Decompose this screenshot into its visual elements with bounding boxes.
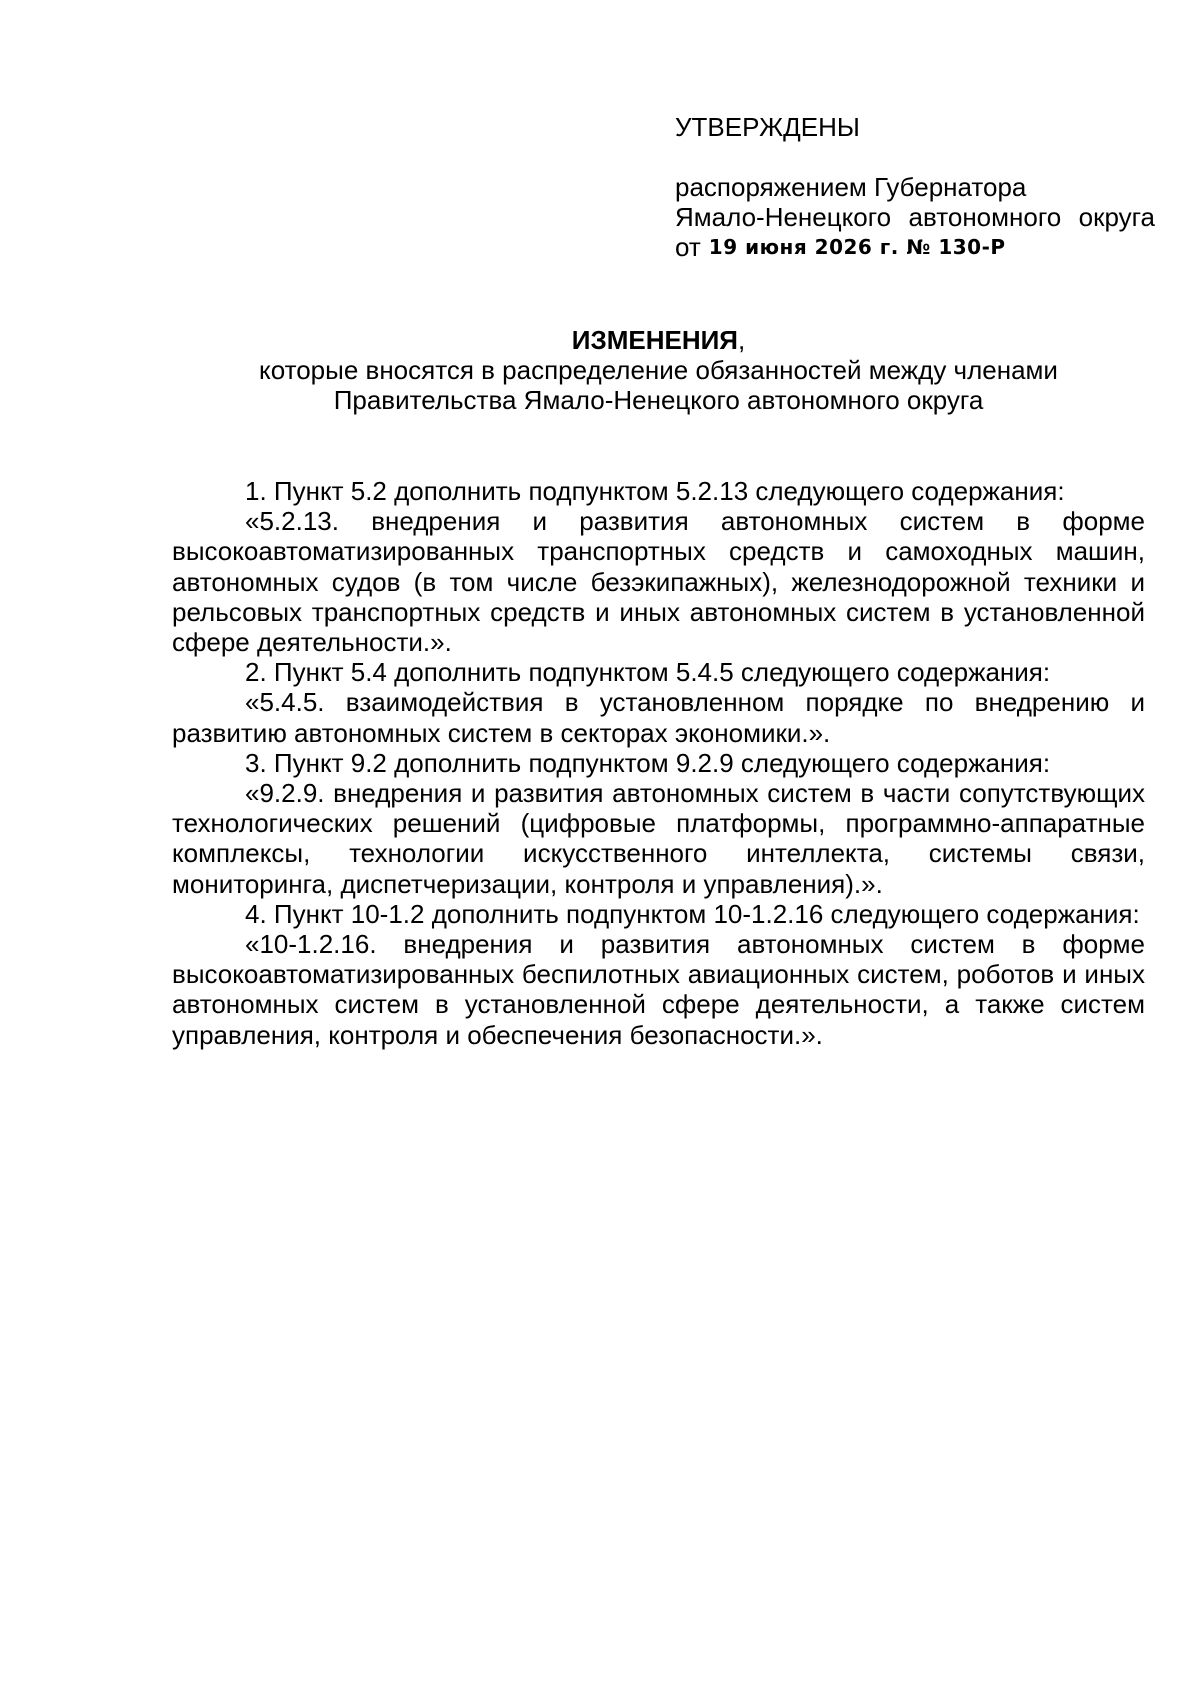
paragraph-4: 4. Пункт 10-1.2 дополнить подпунктом 10-1.2.16 следующего содержания: [245, 898, 1140, 929]
paragraph-2: 2. Пункт 5.4 дополнить подпунктом 5.4.5 следующего содержания: [245, 657, 1051, 688]
paragraph-2-text: «5.4.5. взаимодействия в установленном порядке по внедрению и развитию автономных систем в секторах экономики.». [172, 687, 1145, 748]
title-subtitle-line-1: которые вносятся в распределение обязанностей между членами [259, 355, 1058, 385]
document-title [172, 325, 1145, 415]
approval-block [675, 112, 1155, 264]
title-heading-text: ИЗМЕНЕНИЯ [571, 325, 738, 355]
paragraph-1: 1. Пункт 5.2 дополнить подпунктом 5.2.13 следующего содержания: [245, 476, 1065, 506]
approved-label: УТВЕРЖДЕНЫ [675, 112, 860, 142]
paragraph-1-text: «5.2.13. внедрения и развития автономных систем в форме высокоавтоматизированных транспортных средств и самоходных машин, автономных судов (в том числе безэкипажных), железнодорожной техники и рельсовых транспортных средств и иных автономных систем в установленной сфере деятельности.». [172, 506, 1145, 658]
approval-line-governor: распоряжением Губернатора [675, 172, 1027, 202]
document-body [172, 476, 1145, 1050]
approval-date-line [675, 232, 1155, 264]
paragraph-4-text: «10-1.2.16. внедрения и развития автономных систем в форме высокоавтоматизированных беспилотных авиационных систем, роботов и иных автономных систем в установленной сфере деятельности, а также систем управления, контроля и обеспечения безопасности.». [172, 929, 1145, 1050]
title-heading [172, 325, 1145, 355]
approval-line-region: Ямало-Ненецкого автономного округа [675, 202, 1155, 232]
date-stamp: 19 июня 2026 г. № 130-Р [708, 235, 1006, 259]
paragraph-3: 3. Пункт 9.2 дополнить подпунктом 9.2.9 следующего содержания: [245, 747, 1051, 778]
title-subtitle-line-2: Правительства Ямало-Ненецкого автономного округа [333, 385, 984, 415]
paragraph-3-text: «9.2.9. внедрения и развития автономных систем в части сопутствующих технологических решений (цифровые платформы, программно-аппаратные комплексы, технологии искусственного интеллекта, системы связи, мониторинга, диспетчеризации, контроля и управления).». [172, 778, 1145, 899]
date-prefix: от [675, 232, 701, 262]
title-heading-comma: , [738, 325, 746, 355]
